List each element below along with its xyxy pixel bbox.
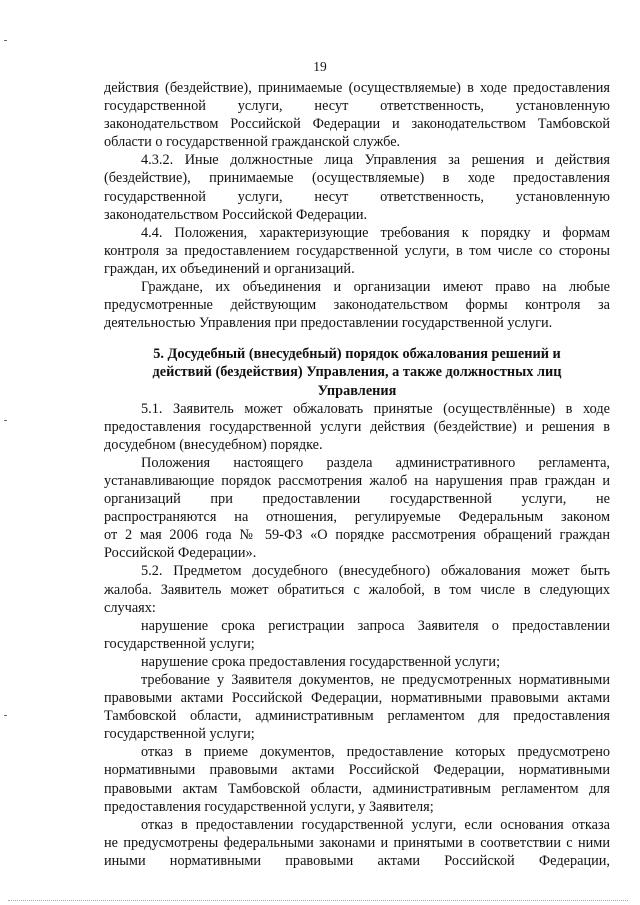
section-heading-line: 5. Досудебный (внесудебный) порядок обжалования решений и xyxy=(153,346,561,363)
text-line: предоставления государственной услуги действия (бездействие) и решения в xyxy=(104,418,610,435)
text-line: деятельностью Управления при предоставлении государственной услуги. xyxy=(104,315,553,332)
section-heading-line: действий (бездействия) Управления, а также должностных лиц xyxy=(152,364,562,381)
text-line: 4.4. Положения, характеризующие требования к порядку и формам xyxy=(141,224,610,241)
text-line: жалоба. Заявитель может обратиться с жалобой, в том числе в следующих xyxy=(104,581,610,598)
text-line: законодательством Российской Федерации. xyxy=(104,206,368,223)
paragraph xyxy=(104,79,610,151)
text-line: области о государственной гражданской службе. xyxy=(104,134,401,151)
paragraph xyxy=(104,278,610,332)
text-line: от 2 мая 2006 года № 59-ФЗ «О порядке рассмотрения обращений граждан xyxy=(104,527,610,544)
paragraph xyxy=(104,224,610,278)
scan-mark xyxy=(4,40,7,41)
page-number: 19 xyxy=(313,59,327,74)
text-line: нормативными правовыми актами Российской Федерации, нормативными xyxy=(104,762,610,779)
text-line: отказ в приеме документов, предоставление которых предусмотрено xyxy=(141,744,610,761)
text-line: государственной услуги, несут ответственность, установленную xyxy=(104,98,610,115)
text-line: Российской Федерации». xyxy=(104,545,257,562)
text-line: контроля за предоставлением государственной услуги, в том числе со стороны xyxy=(104,242,610,259)
text-line: правовыми актами Российской Федерации, нормативными правовыми актами xyxy=(104,690,610,707)
paragraph xyxy=(104,454,610,563)
text-line: не предусмотрены федеральными законами и принятыми в соответствии с ними xyxy=(104,834,610,851)
text-line: случаях: xyxy=(104,599,156,616)
text-line: распространяются на отношения, регулируемые Федеральным законом xyxy=(104,509,610,526)
text-line: 4.3.2. Иные должностные лица Управления за решения и действия xyxy=(141,152,610,169)
text-line: нарушение срока предоставления государственной услуги; xyxy=(141,653,501,670)
text-line: правовыми актам Тамбовской области, административным регламентом для xyxy=(104,780,610,797)
section-heading-line: Управления xyxy=(317,382,397,399)
scan-mark xyxy=(4,420,7,421)
text-line: организаций при предоставлении государственной услуги, не xyxy=(104,491,610,508)
text-line: действия (бездействие), принимаемые (осуществляемые) в ходе предоставления xyxy=(104,80,610,96)
page-bottom-edge xyxy=(8,900,628,901)
text-line: требование у Заявителя документов, не предусмотренных нормативными xyxy=(141,672,610,688)
text-line: (бездействие), принимаемые (осуществляемые) в ходе предоставления xyxy=(104,170,610,187)
paragraph xyxy=(104,151,610,223)
text-line: Положения настоящего раздела административного регламента, xyxy=(141,454,610,471)
text-line: досудебном (внесудебном) порядке. xyxy=(104,436,323,453)
text-line: предоставления государственной услуги, у Заявителя; xyxy=(104,798,434,815)
text-line: устанавливающие порядок рассмотрения жалоб на нарушения прав граждан и xyxy=(104,472,610,489)
text-line: нарушение срока регистрации запроса Заявителя о предоставлении xyxy=(141,617,610,634)
text-line: законодательством Российской Федерации и законодательством Тамбовской xyxy=(104,116,610,133)
paragraph xyxy=(104,816,610,870)
text-line: Граждане, их объединения и организации имеют право на любые xyxy=(141,279,610,296)
paragraph xyxy=(104,617,610,653)
paragraph xyxy=(104,671,610,743)
text-line: отказ в предоставлении государственной услуги, если основания отказа xyxy=(141,816,610,833)
text-line: Тамбовской области, административным регламентом для предоставления xyxy=(104,708,610,725)
text-line: государственной услуги; xyxy=(104,726,255,743)
scan-mark xyxy=(4,715,7,716)
text-line: 5.2. Предметом досудебного (внесудебного) обжалования может быть xyxy=(141,563,610,580)
paragraph xyxy=(104,743,610,815)
paragraph xyxy=(104,400,610,454)
text-line: 5.1. Заявитель может обжаловать принятые (осуществлённые) в ходе xyxy=(141,400,610,417)
paragraph xyxy=(104,562,610,616)
text-line: предусмотренные действующим законодательством формы контроля за xyxy=(104,297,610,314)
paragraph xyxy=(104,345,610,399)
text-line: граждан, их объединений и организаций. xyxy=(104,260,355,277)
text-line: иными нормативными правовыми актами Российской Федерации, xyxy=(104,852,610,869)
section-gap xyxy=(104,332,610,345)
paragraph xyxy=(104,653,610,671)
document-body xyxy=(104,79,610,870)
text-line: государственной услуги, несут ответственность, установленную xyxy=(104,188,610,205)
text-line: государственной услуги; xyxy=(104,635,255,652)
